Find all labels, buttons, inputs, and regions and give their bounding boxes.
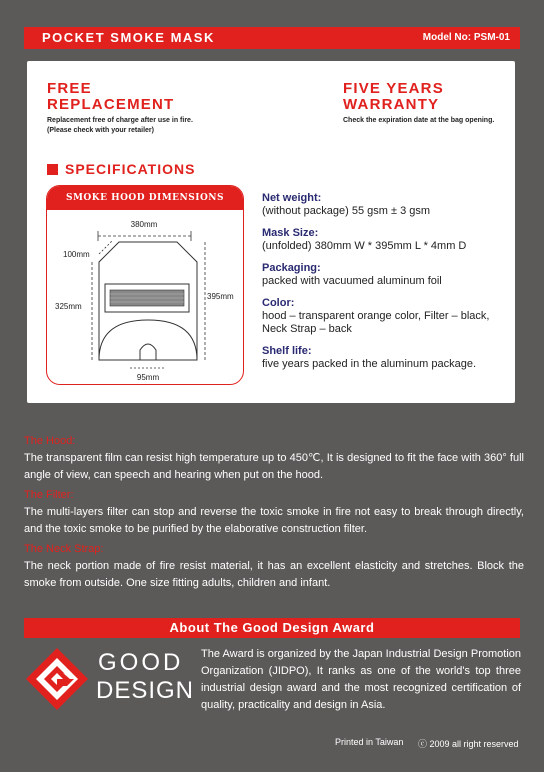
warranty-title-2: WARRANTY [343, 96, 440, 113]
spec-panel [27, 61, 515, 403]
spec-item-shelf-life [262, 345, 512, 371]
free-replacement-title-2: REPLACEMENT [47, 96, 175, 113]
specifications-heading [47, 161, 195, 177]
spec-value: five years packed in the aluminum package. [262, 358, 477, 370]
spec-value: packed with vacuumed aluminum foil [262, 275, 442, 287]
logo-text-design: DESIGN [96, 677, 195, 704]
square-bullet-icon [47, 164, 58, 175]
warranty-note: Check the expiration date at the bag opening. [343, 117, 495, 124]
section-heading: The Filter: [24, 489, 74, 501]
section-filter [24, 487, 524, 538]
award-bar: About The Good Design Award [24, 618, 520, 638]
spec-item-packaging [262, 262, 512, 288]
section-heading: The Neck Strap: [24, 543, 104, 555]
section-heading: The Hood: [24, 435, 76, 447]
section-text: The neck portion made of fire resist material, it has an excellent elasticity and stretches. Block the smoke from outside. One size fitting adults, children and infant. [24, 560, 524, 589]
printed-in-label: Printed in Taiwan [335, 737, 404, 747]
width-dimension-label: 380mm [130, 220, 158, 229]
free-replacement-note: Replacement free of charge after use in fire. [47, 117, 193, 124]
copyright-label: ⓒ 2009 all right reserved [418, 739, 519, 749]
corner-dimension-label: 100mm [63, 250, 90, 259]
spec-value: (unfolded) 380mm W * 395mm L * 4mm D [262, 240, 467, 252]
warranty-title-1: FIVE YEARS [343, 80, 444, 97]
left-height-label: 325mm [55, 302, 82, 311]
product-title: POCKET SMOKE MASK [42, 30, 215, 45]
g-mark-icon [24, 646, 90, 712]
free-replacement-title-1: FREE [47, 80, 92, 97]
section-text: The multi-layers filter can stop and reverse the toxic smoke in fire not easy to break through directly, and the toxic smoke to be purified by the elaborative construction filter. [24, 506, 524, 535]
award-description: The Award is organized by the Japan Industrial Design Promotion Organization (JIDPO), It ranks as one of the world's top three industrial design award and the most recognized certification of quality, practicality and design in Asia. [201, 648, 521, 711]
spec-label: Net weight: [262, 192, 322, 204]
spec-value: (without package) 55 gsm ± 3 gsm [262, 205, 431, 217]
free-replacement-block [47, 81, 193, 136]
warranty-block [343, 81, 494, 126]
good-design-logo [24, 646, 194, 712]
section-neck-strap [24, 541, 524, 592]
section-hood [24, 433, 524, 484]
spec-item-mask-size [262, 227, 512, 253]
smoke-hood-diagram [46, 185, 244, 385]
model-number: Model No: PSM-01 [422, 32, 510, 43]
spec-label: Packaging: [262, 262, 321, 274]
spec-label: Shelf life: [262, 345, 312, 357]
spec-value-continued: Neck Strap – back [262, 323, 352, 335]
bottom-width-label: 95mm [136, 373, 160, 382]
free-replacement-retailer-note: (Please check with your retailer) [47, 127, 154, 134]
spec-label: Mask Size: [262, 227, 319, 239]
hood-outline-drawing [47, 210, 243, 384]
spec-label: Color: [262, 297, 295, 309]
specification-list [262, 192, 512, 380]
diagram-header: SMOKE HOOD DIMENSIONS [47, 186, 243, 210]
logo-text-good: GOOD [98, 649, 184, 676]
right-height-label: 395mm [207, 292, 234, 301]
section-text: The transparent film can resist high temperature up to 450℃, It is designed to fit the face with 360° full angle of view, can speech and hearing when put on the hood. [24, 452, 524, 481]
spec-item-net-weight [262, 192, 512, 218]
specifications-heading-text: SPECIFICATIONS [65, 161, 196, 177]
title-bar [24, 27, 520, 49]
spec-item-color [262, 297, 512, 336]
spec-value: hood – transparent orange color, Filter – black, [262, 310, 490, 322]
